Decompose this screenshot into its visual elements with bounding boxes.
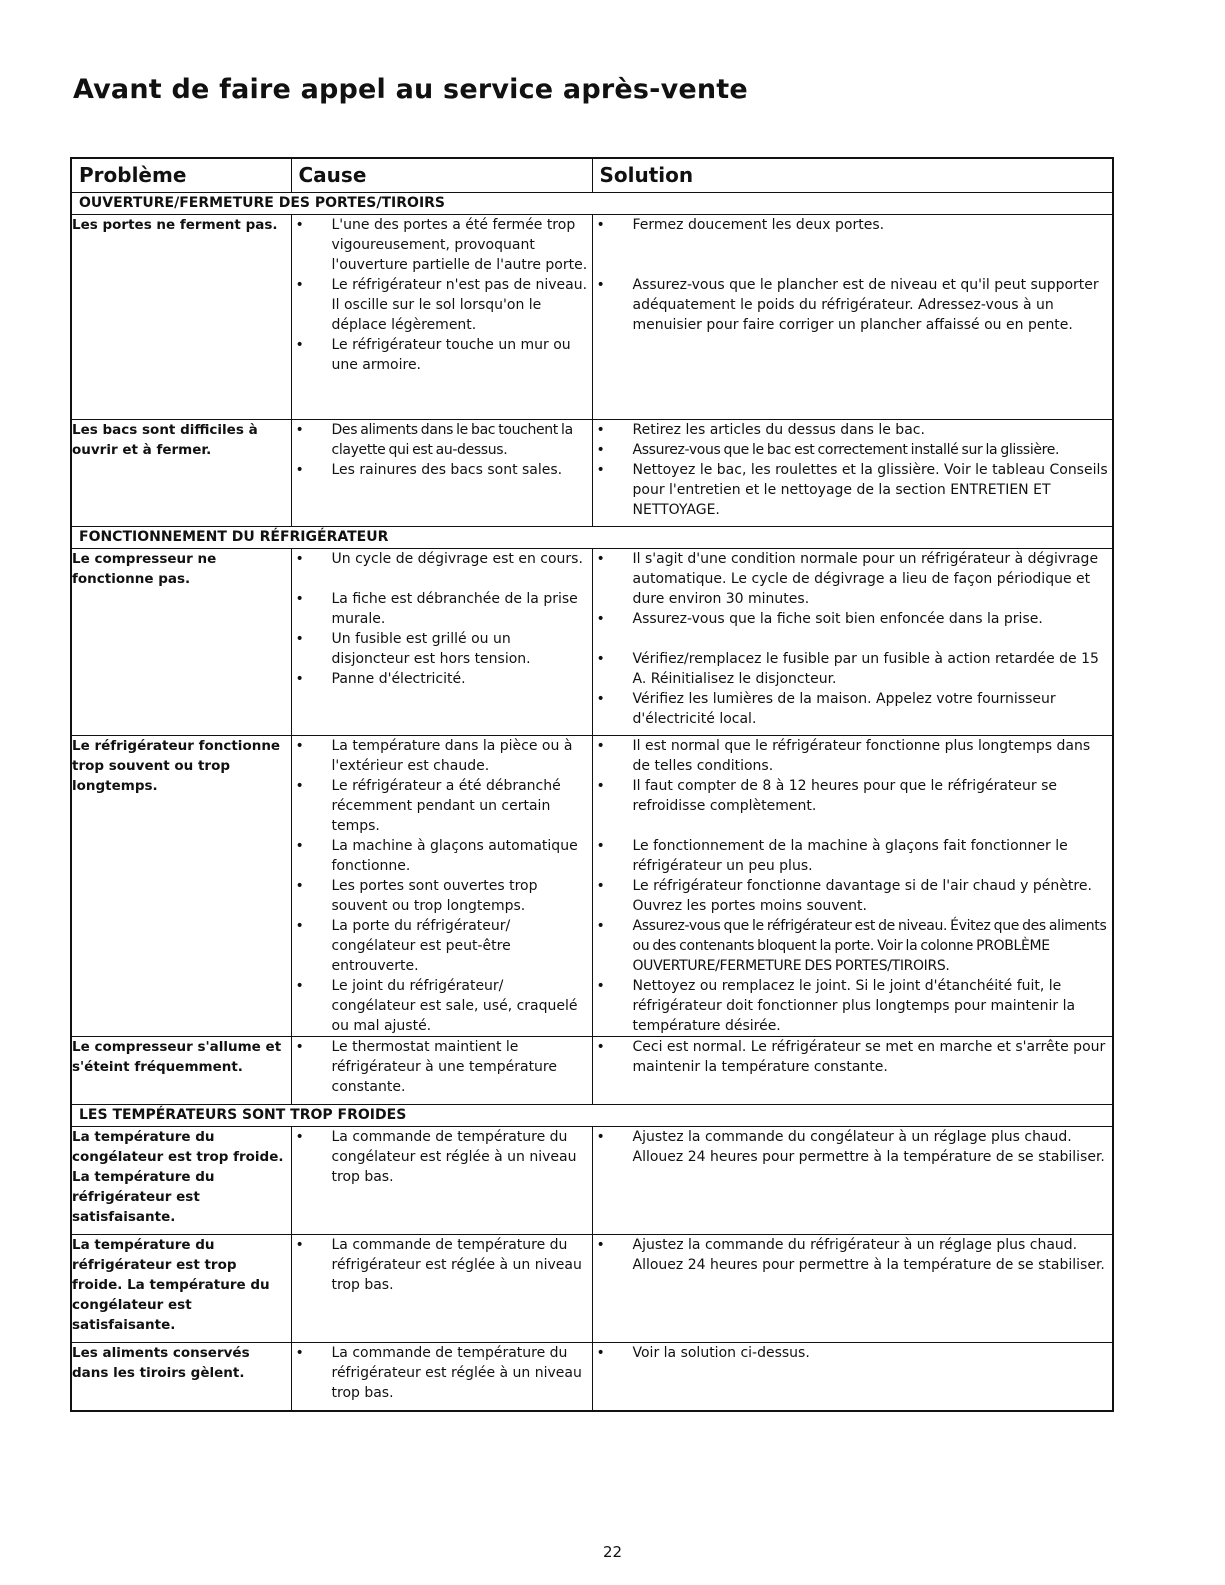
solution-item: • Ajustez la commande du réfrigérateur à un réglage plus chaud. Allouez 24 heures pour permettre à la température de se stabiliser.	[593, 1235, 1113, 1275]
cause-item: • L'une des portes a été fermée trop vigoureusement, provoquant l'ouverture partielle de l'autre porte.	[292, 215, 592, 275]
problem-cell: Les bacs sont difficiles à ouvrir et à fermer.	[71, 420, 291, 527]
solution-spacer	[593, 816, 1113, 836]
section-title: OUVERTURE/FERMETURE DES PORTES/TIROIRS	[71, 193, 1113, 215]
cause-cell	[291, 215, 592, 420]
cause-item: • Les portes sont ouvertes trop souvent ou trop longtemps.	[292, 876, 592, 916]
solution-item: • Fermez doucement les deux portes.	[593, 215, 1113, 235]
section-header-row	[71, 527, 1113, 549]
table-row	[71, 215, 1113, 420]
cause-item: • Les rainures des bacs sont sales.	[292, 460, 592, 480]
solution-item: • Assurez-vous que le réfrigérateur est de niveau. Évitez que des aliments ou des contenants bloquent la porte. Voir la colonne PROBLÈME OUVERTURE/FERMETURE DES PORTES/TIROIRS.	[593, 916, 1113, 976]
cause-item: • Le réfrigérateur n'est pas de niveau. Il oscille sur le sol lorsqu'on le déplace légèrement.	[292, 275, 592, 335]
solution-cell	[592, 1343, 1113, 1411]
cause-item: • Un cycle de dégivrage est en cours.	[292, 549, 592, 569]
solution-item: • Ajustez la commande du congélateur à un réglage plus chaud. Allouez 24 heures pour permettre à la température de se stabiliser.	[593, 1127, 1113, 1167]
cause-cell	[291, 420, 592, 527]
solution-item: • Nettoyez ou remplacez le joint. Si le joint d'étanchéité fuit, le réfrigérateur doit fonctionner plus longtemps pour maintenir la température désirée.	[593, 976, 1113, 1036]
solution-item: • Il s'agit d'une condition normale pour un réfrigérateur à dégivrage automatique. Le cycle de dégivrage a lieu de façon périodique et dure environ 30 minutes.	[593, 549, 1113, 609]
cause-spacer	[292, 569, 592, 589]
problem-cell: Les portes ne ferment pas.	[71, 215, 291, 420]
cause-item: • La commande de température du congélateur est réglée à un niveau trop bas.	[292, 1127, 592, 1187]
cause-item: • Le réfrigérateur touche un mur ou une armoire.	[292, 335, 592, 375]
problem-cell: Le réfrigérateur fonctionne trop souvent ou trop longtemps.	[71, 736, 291, 1037]
table-row	[71, 549, 1113, 736]
cause-item: • Panne d'électricité.	[292, 669, 592, 689]
solution-item: • Assurez-vous que le bac est correctement installé sur la glissière.	[593, 440, 1113, 460]
cause-item: • La porte du réfrigérateur/ congélateur est peut-être entrouverte.	[292, 916, 592, 976]
header-cause: Cause	[291, 158, 592, 193]
solution-cell	[592, 420, 1113, 527]
problem-cell: Les aliments conservés dans les tiroirs gèlent.	[71, 1343, 291, 1411]
cause-item: • Le joint du réfrigérateur/ congélateur est sale, usé, craquelé ou mal ajusté.	[292, 976, 592, 1036]
section-title: LES TEMPÉRATEURS SONT TROP FROIDES	[71, 1105, 1113, 1127]
table-header-row	[71, 158, 1113, 193]
section-header-row	[71, 193, 1113, 215]
solution-cell	[592, 1235, 1113, 1343]
cause-item: • Un fusible est grillé ou un disjoncteur est hors tension.	[292, 629, 592, 669]
solution-cell	[592, 1127, 1113, 1235]
solution-item: • Assurez-vous que le plancher est de niveau et qu'il peut supporter adéquatement le poids du réfrigérateur. Adressez-vous à un menuisier pour faire corriger un plancher affaissé ou en pente.	[593, 275, 1113, 335]
table-row	[71, 420, 1113, 527]
solution-item: • Vérifiez/remplacez le fusible par un fusible à action retardée de 15 A. Réinitialisez le disjoncteur.	[593, 649, 1113, 689]
solution-item: • Ceci est normal. Le réfrigérateur se met en marche et s'arrête pour maintenir la température constante.	[593, 1037, 1113, 1077]
solution-spacer	[593, 629, 1113, 649]
table-row	[71, 1343, 1113, 1411]
solution-item: • Voir la solution ci-dessus.	[593, 1343, 1113, 1363]
solution-cell	[592, 549, 1113, 736]
cause-cell	[291, 736, 592, 1037]
cause-item: • Le thermostat maintient le réfrigérateur à une température constante.	[292, 1037, 592, 1097]
problem-cell: La température du réfrigérateur est trop froide. La température du congélateur est satisfaisante.	[71, 1235, 291, 1343]
solution-item: • Le réfrigérateur fonctionne davantage si de l'air chaud y pénètre. Ouvrez les portes moins souvent.	[593, 876, 1113, 916]
page-number: 22	[602, 1543, 623, 1561]
cause-cell	[291, 1235, 592, 1343]
cause-cell	[291, 549, 592, 736]
solution-item: • Il est normal que le réfrigérateur fonctionne plus longtemps dans de telles conditions.	[593, 736, 1113, 776]
cause-cell	[291, 1343, 592, 1411]
header-solution: Solution	[592, 158, 1113, 193]
problem-cell: Le compresseur ne fonctionne pas.	[71, 549, 291, 736]
problem-cell: Le compresseur s'allume et s'éteint fréquemment.	[71, 1037, 291, 1105]
solution-item: • Retirez les articles du dessus dans le bac.	[593, 420, 1113, 440]
solution-cell	[592, 215, 1113, 420]
troubleshooting-table	[70, 157, 1114, 1412]
section-title: FONCTIONNEMENT DU RÉFRIGÉRATEUR	[71, 527, 1113, 549]
section-header-row	[71, 1105, 1113, 1127]
cause-item: • Des aliments dans le bac touchent la clayette qui est au-dessus.	[292, 420, 592, 460]
cause-cell	[291, 1127, 592, 1235]
page-title: Avant de faire appel au service après-vente	[73, 74, 748, 105]
cause-item: • La machine à glaçons automatique fonctionne.	[292, 836, 592, 876]
solution-item: • Le fonctionnement de la machine à glaçons fait fonctionner le réfrigérateur un peu plus.	[593, 836, 1113, 876]
table-row	[71, 1037, 1113, 1105]
cause-cell	[291, 1037, 592, 1105]
cause-item: • La commande de température du réfrigérateur est réglée à un niveau trop bas.	[292, 1235, 592, 1295]
solution-cell	[592, 1037, 1113, 1105]
header-problem: Problème	[71, 158, 291, 193]
solution-item: • Il faut compter de 8 à 12 heures pour que le réfrigérateur se refroidisse complètement.	[593, 776, 1113, 816]
table-row	[71, 736, 1113, 1037]
solution-item: • Nettoyez le bac, les roulettes et la glissière. Voir le tableau Conseils pour l'entretien et le nettoyage de la section ENTRETIEN ET NETTOYAGE.	[593, 460, 1113, 520]
cause-item: • La commande de température du réfrigérateur est réglée à un niveau trop bas.	[292, 1343, 592, 1403]
cause-item: • La température dans la pièce ou à l'extérieur est chaude.	[292, 736, 592, 776]
table-row	[71, 1127, 1113, 1235]
cause-item: • Le réfrigérateur a été débranché récemment pendant un certain temps.	[292, 776, 592, 836]
solution-spacer	[593, 255, 1113, 275]
solution-item: • Vérifiez les lumières de la maison. Appelez votre fournisseur d'électricité local.	[593, 689, 1113, 729]
cause-item: • La fiche est débranchée de la prise murale.	[292, 589, 592, 629]
problem-cell: La température du congélateur est trop froide. La température du réfrigérateur est satisfaisante.	[71, 1127, 291, 1235]
solution-item: • Assurez-vous que la fiche soit bien enfoncée dans la prise.	[593, 609, 1113, 629]
solution-spacer	[593, 235, 1113, 255]
solution-cell	[592, 736, 1113, 1037]
table-row	[71, 1235, 1113, 1343]
